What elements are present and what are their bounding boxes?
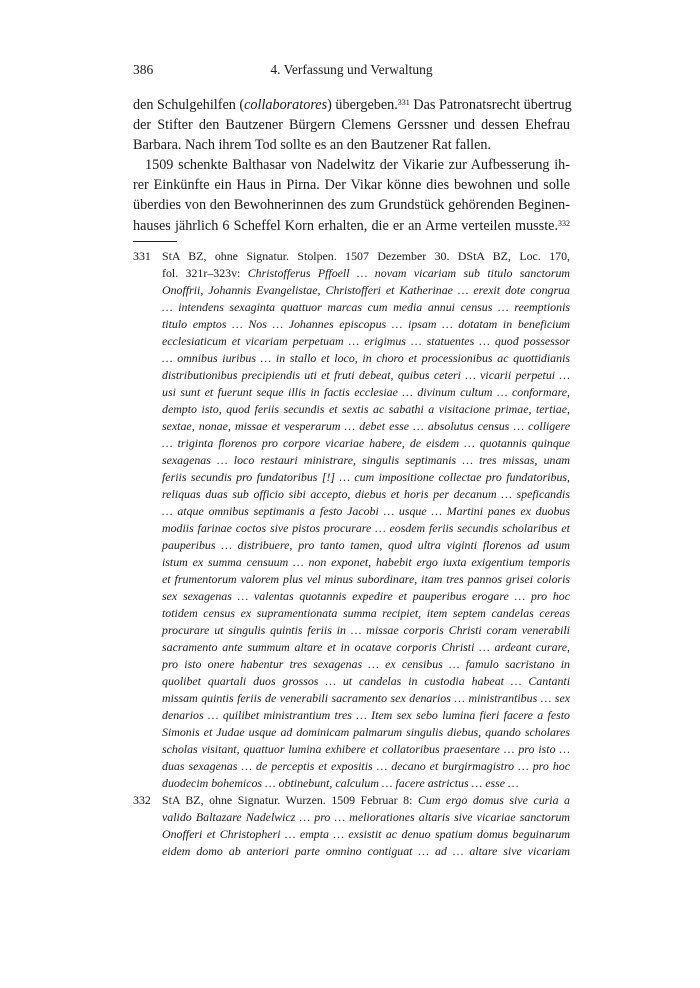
footnote-line: pro isto onere habentur tres sexagenas … ex censibus … famulo sacristano in xyxy=(162,657,570,671)
footnote-number: 331 xyxy=(133,249,151,263)
body-line: überdies von den Bewohnerinnen des zum Grundstück gehörenden Beginen- xyxy=(133,197,570,214)
footnote-line: feriis secundis pro fundatoribus [!] … cum impositione collectae pro fundatoribus, xyxy=(162,470,570,484)
footnote-line: ecclesiaticum et vicariam perpetuam … erigimus … statuentes … quod possessor xyxy=(162,334,570,348)
footnote-line: scholas visitant, quattuor lumina exhibere et collatoribus praesentare … pro isto … xyxy=(162,742,570,756)
footnote-line: Onofferi et Christopheri … empta … exsistit ac denuo spatium domus beguinarum xyxy=(162,827,570,841)
footnote-line: eidem domo ab anteriori parte omnino contiguat … ad … altare sive vicariam xyxy=(162,844,570,858)
footnote-line: distributionibus precipiendis uti et fruti debeat, quibus ceteri … vicarii perpetui … xyxy=(162,368,570,382)
footnote-line: duas sexagenas … de perceptis et expositis … decano et burgirmagistro … pro hoc xyxy=(162,759,570,773)
footnote-line: fol. 321r–323v: Christofferus Pffoell … novam vicariam sub titulo sanctorum xyxy=(162,266,571,280)
footnote-line: pauperibus … distribuere, pro tanto tamen, quod ultra viginti florenos ad usum xyxy=(162,538,570,552)
footnote-line: quolibet quartali duos grossos … ut candelas in custodia habeat … Cantanti xyxy=(162,674,570,688)
footnote-line: dempto isto, quod feriis secundis et sextis ac sabathi a visitacione primae, tertiae, xyxy=(162,402,570,416)
footnote-line: StA BZ, ohne Signatur. Wurzen. 1509 Februar 8: Cum ergo domus sive curia a xyxy=(162,793,571,807)
footnote-line: denarios … quilibet ministrantium tres … Item sex sebo lumina fieri facere a festo xyxy=(162,708,570,722)
footnote-332 xyxy=(133,792,570,860)
footnote-line: Simonis et Judae usque ad dominicam palmarum singulis diebus, quando scholares xyxy=(162,725,570,739)
main-text xyxy=(133,95,570,236)
footnote-line: … omnibus iuribus … in stallo et loco, in choro et processionibus ac quottidianis xyxy=(162,351,570,365)
footnote-line: sexagenas … loco restauri ministrare, singulis septimanis … tres missas, unam xyxy=(162,453,570,467)
footnote-line: valido Baltazare Nadelwicz … pro … meliorationes altaris sive vicariae sanctorum xyxy=(162,810,570,824)
footnote-line: reliquas duas sub officio sibi accepto, diebus et horis per decanum … speficandis xyxy=(162,487,570,501)
footnote-line: istum ex summa censuum … non exponet, habebit ergo iuxta exigentium temporis xyxy=(162,555,570,569)
footnote-line: … intendens sexaginta quattuor marcas cum media annui census … reemptionis xyxy=(162,300,570,314)
footnote-ref: 331 xyxy=(397,98,410,107)
footnote-line: totidem census ex supramentionata summa recipiet, item septem candelas cereas xyxy=(162,606,570,620)
footnote-line: missam quintis feriis de venerabili sacramento sex denarios … ministrantibus … sex xyxy=(162,691,570,705)
footnote-line: sextae, nonae, missae et vesperarum … debet esse … absolutus census … colligere xyxy=(162,419,570,433)
footnote-line: duodecim bohemicos … obtinebunt, calculum … facere astrictus … esse … xyxy=(162,776,519,790)
footnotes xyxy=(133,248,570,860)
footnote-line: … atque omnibus septimanis a festo Jacobi … usque … Martini panes ex duobus xyxy=(162,504,570,518)
footnote-line: procurare ut singulis quintis feriis in … missae corporis Christi coram venerabili xyxy=(162,623,570,637)
footnote-line: … triginta florenos pro corpore vicariae habere, de eisdem … quotannis quinque xyxy=(162,436,570,450)
footnote-separator xyxy=(133,241,177,242)
body-line: der Stifter den Bautzener Bürgern Clemens Gerssner und dessen Ehefrau xyxy=(133,117,570,134)
footnote-line: usi sunt et fuerunt seque illis in factis ecclesiae … divinum cultum … conformare, xyxy=(162,385,570,399)
footnote-ref: 332 xyxy=(558,218,570,228)
body-line: hauses jährlich 6 Scheffel Korn erhalten, die er an Arme verteilen musste.$^{332}$ xyxy=(133,217,570,234)
footnote-line: et frumentorum valorem plus vel minus subordinare, itam tres pannos grisei coloris xyxy=(162,572,570,586)
body-line: rer Einkünfte ein Haus in Pirna. Der Vikar könne dies bewohnen und solle xyxy=(133,177,570,194)
body-line: den Schulgehilfen (collaboratores) übergeben.$^{331}$ Das Patronatsrecht übertrug xyxy=(133,97,572,113)
footnote-line: sacramento ante summum altare et in ocatave corporis Christi … ardeant curare, xyxy=(162,640,570,654)
page-number: 386 xyxy=(133,62,154,77)
footnote-line: titulo emptos … Nos … Johannes episcopus … ipsam … dotatam in beneficium xyxy=(162,317,570,331)
footnote-331 xyxy=(133,248,570,792)
footnote-line: sex sexagenas … valentas quotannis expedire et pauperibus erogare … pro hoc xyxy=(162,589,570,603)
body-line: 1509 schenkte Balthasar von Nadelwitz der Vikarie zur Aufbesserung ih- xyxy=(145,157,570,174)
footnote-line: StA BZ, ohne Signatur. Stolpen. 1507 Dezember 30. DStA BZ, Loc. 170, xyxy=(162,249,570,263)
footnote-line: modiis farinae coctos sive pistos procurare … eosdem feriis secundis scholaribus et xyxy=(162,521,570,535)
footnote-line: Onoffrii, Johannis Evangelistae, Christofferi et Katherinae … erexit dote congrua xyxy=(162,283,570,297)
footnote-number: 332 xyxy=(133,793,151,807)
body-line: Barbara. Nach ihrem Tod sollte es an den Bautzener Rat fallen. xyxy=(133,137,492,154)
running-head: 4. Verfassung und Verwaltung xyxy=(270,62,433,77)
page-header xyxy=(133,62,570,82)
